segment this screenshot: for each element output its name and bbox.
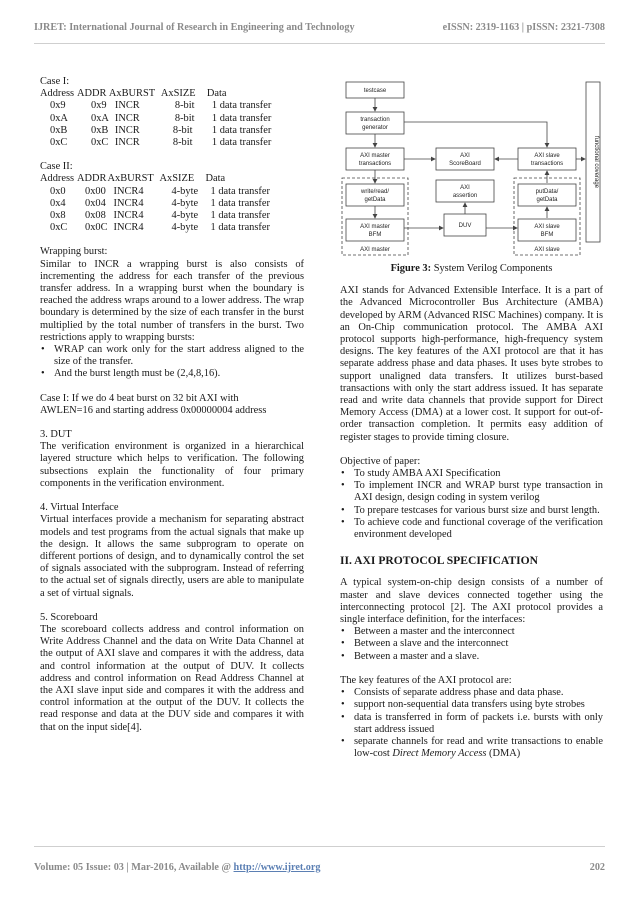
journal-title: IJRET: International Journal of Research in Engineering and Technology <box>34 22 355 33</box>
table-cell: 4-byte <box>171 197 199 209</box>
axi-intro: AXI stands for Advanced Extensible Interface. It is a part of the Advanced Microcontroller Bus Architecture (AMBA) developed by ARM (Advanced RISC Machines) company. It is an On-Chip communication protocol. The AMBA AXI protocol supports high-performance, high-frequency system designs. The key features of the AXI protocol are that it has separate address phase and data phases. It uses byte strobes to support unaligned data transfers. It utilizes burst-based transactions with only the start address issued. It has separate read and write data channels that provide support for Direct Memory Access (DMA) at a lower cost. It support for out-of-order transaction completion. It permits easy addition of register stages to provide timing closure. <box>340 285 603 443</box>
col-header: Address <box>40 88 75 100</box>
table-cell: 0x0 <box>50 185 66 197</box>
table-cell: 0xC <box>91 137 109 149</box>
table-cell: 1 data transfer <box>211 112 272 124</box>
diagram-label: AXI slave <box>534 224 560 230</box>
objective-list <box>340 468 603 541</box>
table-cell: INCR <box>114 100 140 112</box>
diagram-label: transactions <box>530 161 564 167</box>
list-item: • To prepare testcases for various burst size and burst length. <box>340 505 603 517</box>
diagram-label: AXI <box>460 185 470 191</box>
system-verilog-components-diagram <box>340 76 603 259</box>
list-item: • support non-sequential data transfers using byte strobes <box>340 699 603 711</box>
diagram-label: testcase <box>363 88 387 94</box>
table-cell: 0xC <box>50 137 68 149</box>
left-column <box>40 76 304 734</box>
col-header: AxSIZE <box>160 88 196 100</box>
col-header: AxSIZE <box>159 173 195 185</box>
dut-body: The verification environment is organized in a hierarchical layered structure which helps to verification. The following subsections explain the functionality of four primary components in the verification environment. <box>40 441 304 489</box>
case1-table <box>40 88 271 149</box>
col-header: AxBURST <box>108 88 156 100</box>
diagram-label: getData <box>364 197 386 203</box>
table-cell: INCR <box>114 112 140 124</box>
table-cell: 0xA <box>50 112 68 124</box>
table-row <box>40 100 271 112</box>
list-item: • Between a slave and the interconnect <box>340 638 603 650</box>
list-item: • data is transferred in form of packets i.e. bursts with only start address issued <box>340 712 603 736</box>
wrapping-case-line: Case I: If we do 4 beat burst on 32 bit AXI with <box>40 392 239 404</box>
footer-rule <box>34 846 605 847</box>
feature-text: separate channels for read and write transactions to enable low-cost <box>354 735 603 760</box>
table-row <box>40 198 270 210</box>
figure-caption-text: System Verilog Components <box>433 263 553 274</box>
table-cell: 0x08 <box>85 210 106 222</box>
table-row <box>40 186 270 198</box>
table-cell: 1 data transfer <box>211 100 272 112</box>
list-item: • To implement INCR and WRAP burst type transaction in AXI design, design coding in system verilog <box>340 480 603 504</box>
table-cell: INCR4 <box>113 197 144 209</box>
wrapping-case-line: AWLEN=16 and starting address 0x00000004 address <box>40 404 267 416</box>
diagram-label: ScoreBoard <box>449 161 481 167</box>
table-header-row <box>40 88 271 100</box>
list-item: • To achieve code and functional coverage of the verification environment developed <box>340 517 603 541</box>
table-cell: 1 data transfer <box>211 124 272 136</box>
table-cell: 0x4 <box>50 197 66 209</box>
diagram-label: AXI master <box>360 224 390 230</box>
case1-title: Case I: <box>40 76 70 87</box>
figure-caption <box>340 263 603 275</box>
table-cell: 1 data transfer <box>210 222 270 234</box>
table-cell: 1 data transfer <box>210 197 270 209</box>
table-row <box>40 125 271 137</box>
table-cell: 8-bit <box>174 100 195 112</box>
wrapping-restrictions <box>40 344 304 381</box>
table-row <box>40 222 270 234</box>
virtual-interface-body: Virtual interfaces provide a mechanism for separating abstract models and test programs from the actual signals that make up the design. It allows the same subprogram to operate on different portions of design, and to dynamically control the set of signals associated with the subprogram. Instead of referring to the actual set of signals directly, users are able to manipulate a set of virtual signals. <box>40 514 304 599</box>
journal-link[interactable]: http://www.ijret.org <box>233 862 321 873</box>
features-list <box>340 687 603 760</box>
table-cell: 0xB <box>50 124 68 136</box>
dut-heading: 3. DUT <box>40 429 72 441</box>
table-cell: 0x9 <box>91 100 107 112</box>
col-header: Data <box>205 173 226 185</box>
table-cell: 0x00 <box>85 185 106 197</box>
page-footer <box>34 862 605 878</box>
list-item: • And the burst length must be (2,4,8,16). <box>40 368 304 380</box>
page-header <box>34 22 605 38</box>
table-cell: 4-byte <box>171 185 199 197</box>
col-header: Data <box>206 88 227 100</box>
diagram-label: DUV <box>458 223 472 229</box>
section-intro: A typical system-on-chip design consists of a number of master and slave devices connected together using the interconnecting protocol [2]. The AXI protocol provides a single interface definition, for the interfaces: <box>340 577 603 626</box>
issn: eISSN: 2319-1163 | pISSN: 2321-7308 <box>442 22 605 33</box>
table-cell: INCR <box>114 124 140 136</box>
list-item: • Consists of separate address phase and data phase. <box>340 687 603 699</box>
diagram-label: getData <box>536 197 558 203</box>
table-cell: 0x9 <box>50 100 66 112</box>
diagram-label: write/read/ <box>360 189 390 195</box>
scoreboard-heading: 5. Scoreboard <box>40 611 98 623</box>
header-rule <box>34 43 605 44</box>
diagram-label: transaction <box>360 117 390 123</box>
diagram-label: putData/ <box>535 189 559 195</box>
col-header: AxBURST <box>107 173 154 185</box>
objective-heading: Objective of paper: <box>340 455 421 467</box>
diagram-label: functional coverage <box>593 135 599 189</box>
diagram-label: BFM <box>540 232 554 238</box>
table-header-row <box>40 173 270 185</box>
col-header: Address <box>40 173 75 185</box>
case2-title: Case II: <box>40 161 73 173</box>
features-heading: The key features of the AXI protocol are: <box>340 674 512 686</box>
right-column <box>340 76 603 760</box>
section-heading: II. AXI PROTOCOL SPECIFICATION <box>340 554 538 568</box>
case2-table <box>40 173 270 234</box>
table-row <box>40 137 271 149</box>
table-cell: 4-byte <box>171 222 199 234</box>
diagram-label: AXI master <box>360 153 390 159</box>
wrapping-heading: Wrapping burst: <box>40 246 108 258</box>
list-item: • Between a master and a slave. <box>340 651 603 663</box>
feature-text: (DMA) <box>486 748 521 760</box>
list-item <box>340 736 603 760</box>
table-cell: 8-bit <box>174 112 195 124</box>
table-cell: INCR4 <box>113 222 144 234</box>
col-header: ADDR <box>77 173 107 185</box>
table-cell: 0xB <box>91 124 109 136</box>
diagram-label: transactions <box>358 161 392 167</box>
scoreboard-body: The scoreboard collects address and control information on Write Address Channel and the data on Write Data Channel at the output of AXI slave and compares it with the address, data and control information at the output of DUV. It collects address and control information on Read Address Channel at the AXI slave input side and compares it with the address and control information at the output of the DUV. It collects the read response and data at the DUV side and compares it with that on the input side[4]. <box>40 623 304 733</box>
footer-volume <box>34 862 321 873</box>
table-cell: 1 data transfer <box>211 137 272 149</box>
diagram-label: BFM <box>368 232 382 238</box>
list-item: • WRAP can work only for the start address aligned to the size of the transfer. <box>40 344 304 368</box>
table-cell: 0x0C <box>85 222 108 234</box>
feature-italic: Direct Memory Access <box>392 748 487 760</box>
table-cell: 8-bit <box>172 124 193 136</box>
wrapping-body: Similar to INCR a wrapping burst is also consists of incrementing the address for each transfer of the previous transfer address. In a wrapping burst when the boundary is reached the address wraps around to a lower address. The wrap boundary is determined by the size of each transfer in the burst multiplied by the total number of transfers in the burst. Two restrictions apply to wrapping bursts: <box>40 258 304 343</box>
diagram-label: AXI slave <box>534 247 560 253</box>
table-cell: INCR4 <box>113 185 144 197</box>
table-cell: 8-bit <box>172 137 193 149</box>
list-item: • To study AMBA AXI Specification <box>340 468 603 480</box>
table-cell: 0xC <box>50 222 68 234</box>
diagram-label: AXI <box>460 153 470 159</box>
diagram-label: AXI master <box>360 247 390 253</box>
table-cell: INCR4 <box>113 210 144 222</box>
figure-label: Figure 3: <box>390 263 432 274</box>
footer-text: Volume: 05 Issue: 03 | Mar-2016, Available @ <box>34 862 234 873</box>
diagram-label: generator <box>362 125 388 131</box>
table-cell: 1 data transfer <box>210 210 270 222</box>
arrow <box>404 122 547 147</box>
interface-list <box>340 626 603 663</box>
table-cell: 0x8 <box>50 210 66 222</box>
page-number: 202 <box>589 862 605 873</box>
diagram-label: AXI slave <box>534 153 560 159</box>
diagram-label: assertion <box>452 193 478 199</box>
table-row <box>40 113 271 125</box>
col-header: ADDR <box>77 88 107 100</box>
list-item: • Between a master and the interconnect <box>340 626 603 638</box>
table-cell: 0x04 <box>85 197 106 209</box>
table-row <box>40 210 270 222</box>
table-cell: 0xA <box>91 112 109 124</box>
virtual-interface-heading: 4. Virtual Interface <box>40 502 119 514</box>
table-cell: INCR <box>114 137 140 149</box>
table-cell: 1 data transfer <box>210 185 270 197</box>
table-cell: 4-byte <box>171 210 199 222</box>
